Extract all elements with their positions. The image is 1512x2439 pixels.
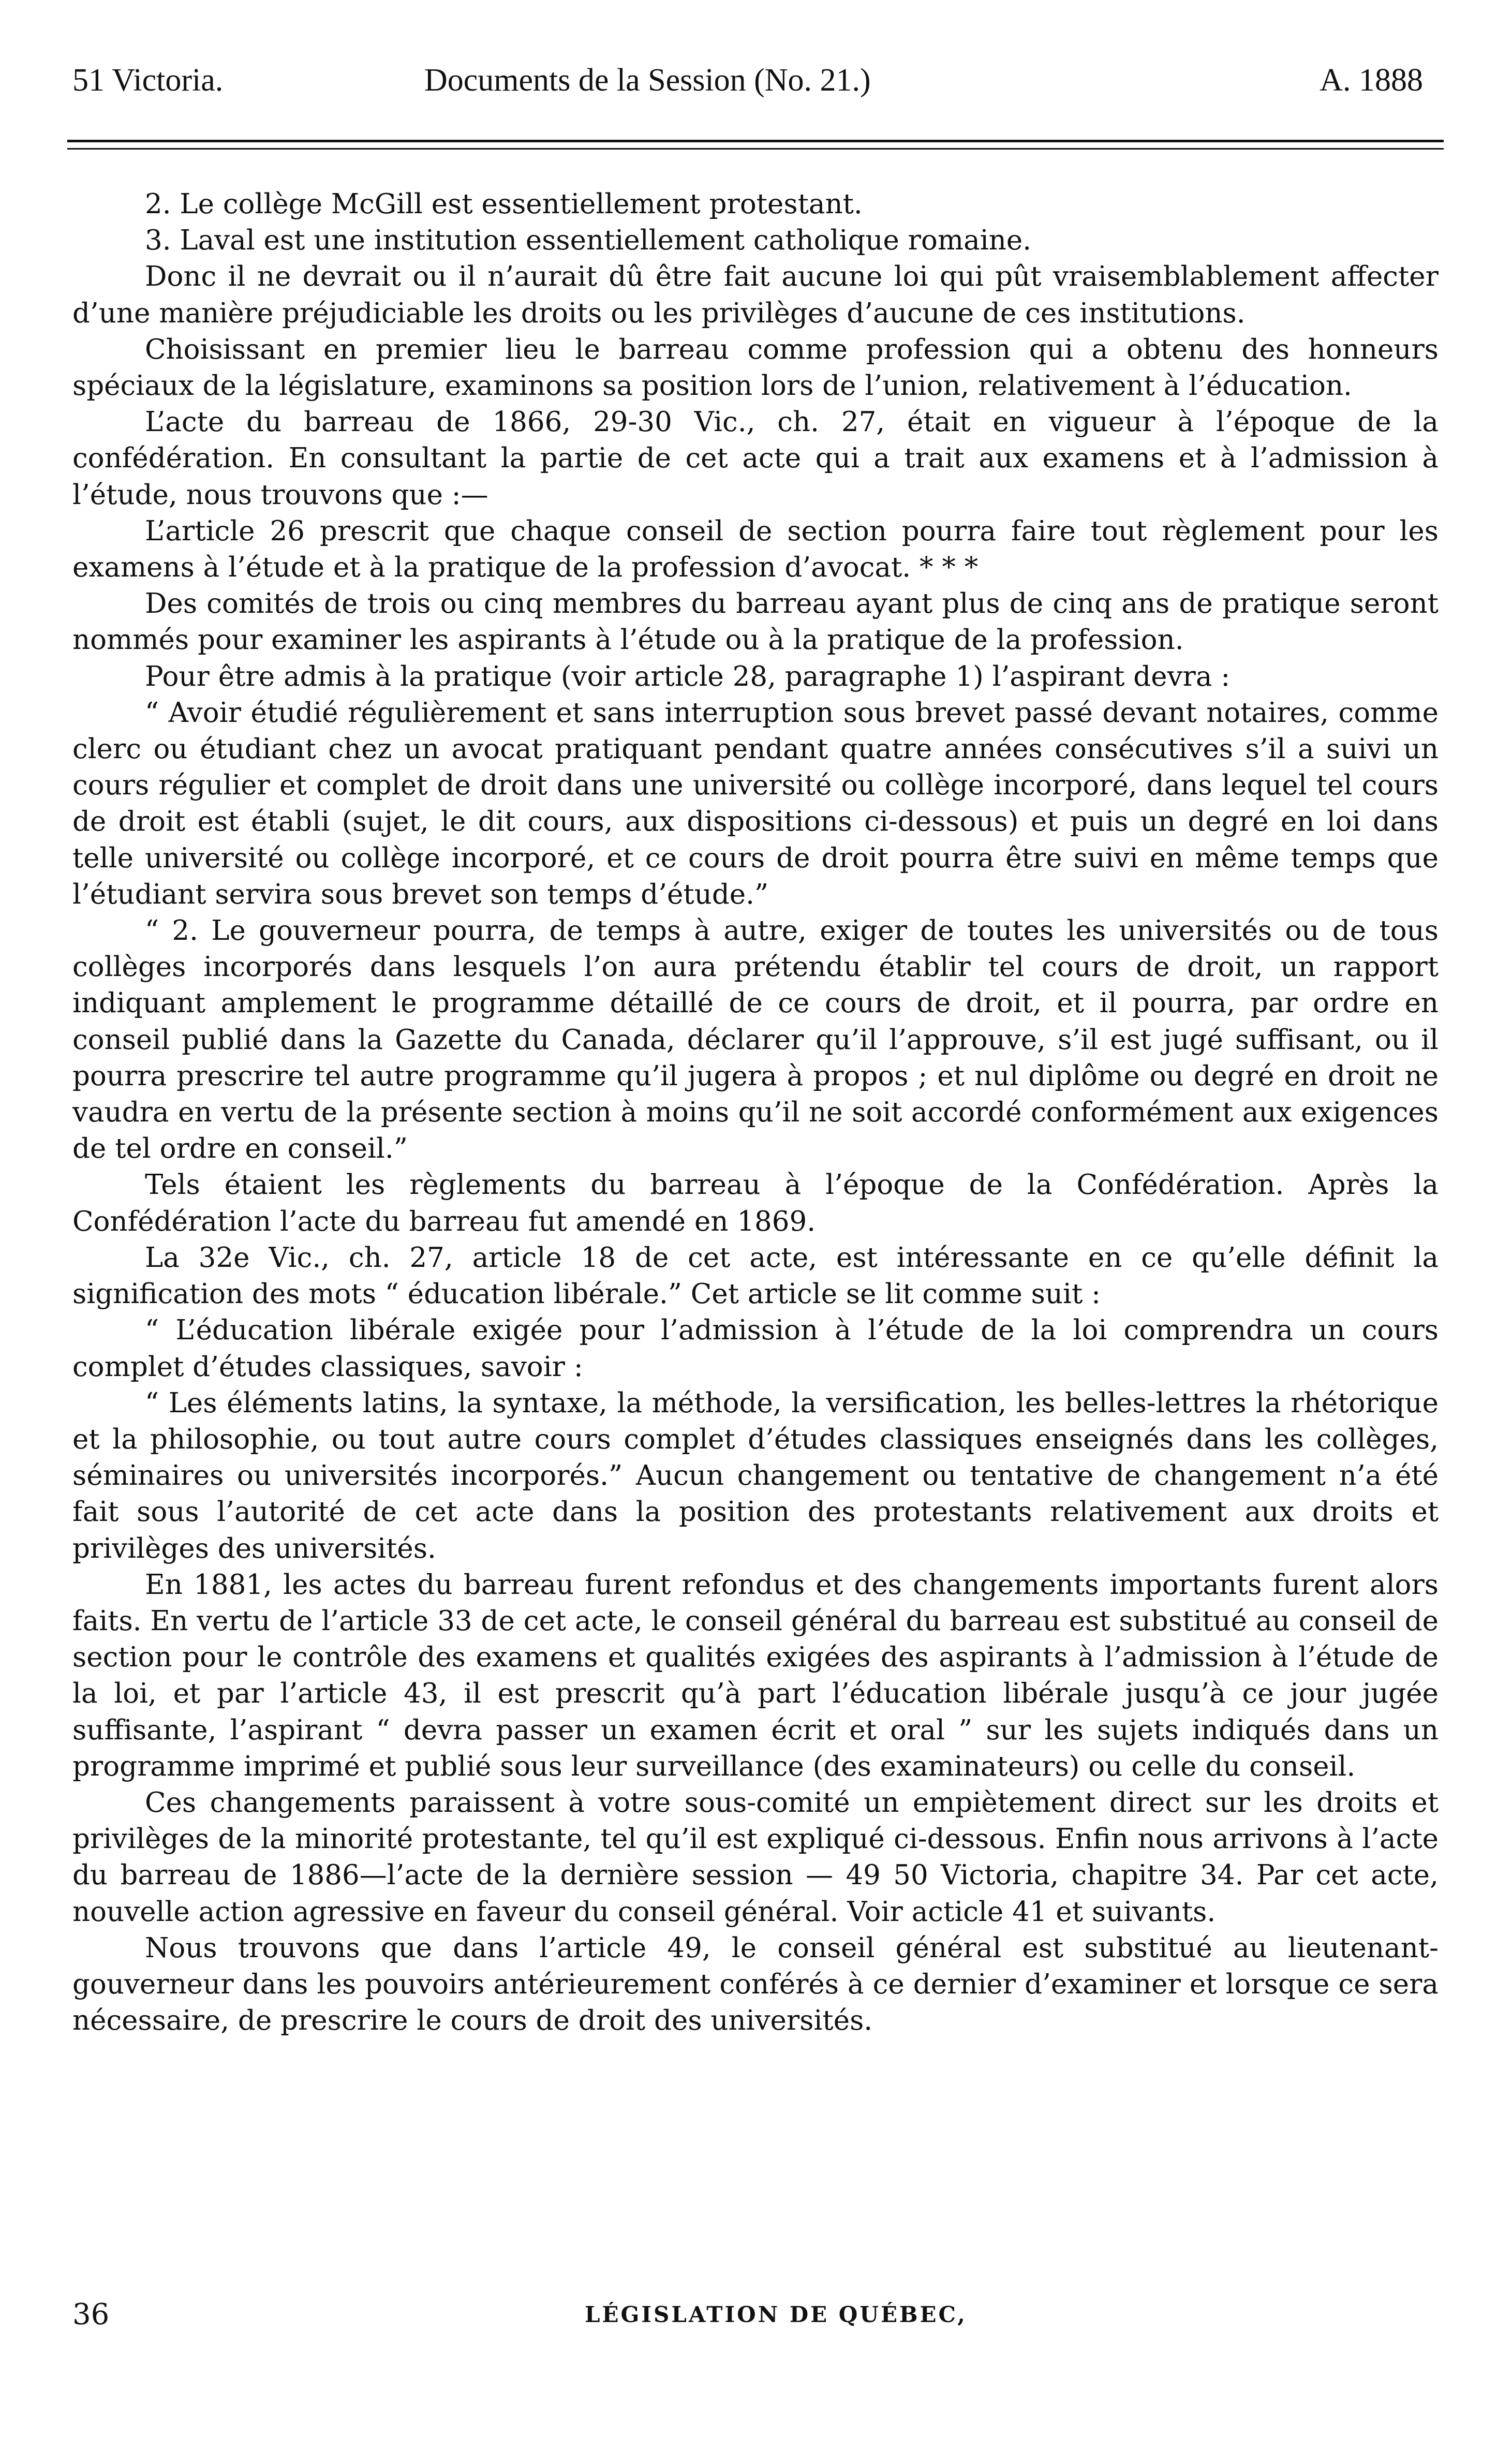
paragraph: Nous trouvons que dans l’article 49, le conseil général est substitué au lieutenant-gouverneur dans les pouvoirs antérieurement conférés à ce dernier d’examiner et lorsque ce sera nécessaire, de prescrire le cours de droit des universités. (72, 1932, 1439, 2037)
paragraph: Tels étaient les règlements du barreau à l’époque de la Confédération. Après la Confédération l’acte du barreau fut amendé en 1869. (72, 1169, 1439, 1237)
header-rule-thick (67, 140, 1444, 142)
header-left: 51 Victoria. (72, 63, 224, 98)
page-header (72, 31, 1439, 98)
paragraph: “ Avoir étudié régulièrement et sans interruption sous brevet passé devant notaires, comme clerc ou étudiant chez un avocat pratiquant pendant quatre années consécutives s’il a suivi un cours régulier et complet de droit dans une université ou collège incorporé, dans lequel tel cours de droit est établi (sujet, le dit cours, aux dispositions ci-dessous) et puis un degré en loi dans telle université ou collège incorporé, et ce cours de droit pourra être suivi en même temps que l’étudiant servira sous brevet son temps d’étude.” (72, 697, 1439, 910)
body-text (72, 186, 1439, 2039)
paragraph: “ Les éléments latins, la syntaxe, la méthode, la versification, les belles-lettres la rhétorique et la philosophie, ou tout autre cours complet d’études classiques enseignés dans les collèges, séminaires ou universités incorporés.” Aucun changement ou tentative de changement n’a été fait sous l’autorité de cet acte dans la position des protestants relativement aux droits et privilèges des universités. (72, 1387, 1439, 1564)
paragraph: L’acte du barreau de 1866, 29-30 Vic., ch. 27, était en vigueur à l’époque de la confédération. En consultant la partie de cet acte qui a trait aux examens et à l’admission à l’étude, nous trouvons que :— (72, 406, 1439, 511)
paragraph: 3. Laval est une institution essentiellement catholique romaine. (145, 225, 1032, 257)
paragraph: Des comités de trois ou cinq membres du barreau ayant plus de cinq ans de pratique seront nommés pour examiner les aspirants à l’étude ou à la pratique de la profession. (72, 588, 1439, 656)
paragraph: “ 2. Le gouverneur pourra, de temps à autre, exiger de toutes les universités ou de tous collèges incorporés dans lesquels l’on aura prétendu établir tel cours de droit, un rapport indiquant amplement le programme détaillé de ce cours de droit, et il pourra, par ordre en conseil publié dans la Gazette du Canada, déclarer qu’il l’approuve, s’il est jugé suffisant, ou il pourra prescrire tel autre programme qu’il jugera à propos ; et nul diplôme ou degré en droit ne vaudra en vertu de la présente section à moins qu’il ne soit accordé conformément aux exigences de tel ordre en conseil.” (72, 915, 1439, 1165)
paragraph: Donc il ne devrait ou il n’aurait dû être fait aucune loi qui pût vraisemblablement affecter d’une manière préjudiciable les droits ou les privilèges d’aucune de ces institutions. (72, 261, 1439, 329)
running-title: LÉGISLATION DE QUÉBEC, (585, 2302, 967, 2327)
paragraph: Pour être admis à la pratique (voir article 28, paragraphe 1) l’aspirant devra : (145, 660, 1231, 692)
header-right: A. 1888 (1320, 63, 1423, 98)
header-center: Documents de la Session (No. 21.) (424, 63, 871, 98)
paragraph: La 32e Vic., ch. 27, article 18 de cet acte, est intéressante en ce qu’elle définit la signification des mots “ éducation libérale.” Cet article se lit comme suit : (72, 1241, 1439, 1310)
paragraph: L’article 26 prescrit que chaque conseil de section pourra faire tout règlement pour les examens à l’étude et à la pratique de la profession d’avocat. * * * (72, 515, 1439, 584)
page-number: 36 (72, 2298, 110, 2331)
paragraph: 2. Le collège McGill est essentiellement protestant. (145, 188, 863, 220)
paragraph: Ces changements paraissent à votre sous-comité un empiètement direct sur les droits et privilèges de la minorité protestante, tel qu’il est expliqué ci-dessous. Enfin nous arrivons à l’acte du barreau de 1886—l’acte de la dernière session — 49 50 Victoria, chapitre 34. Par cet acte, nouvelle action agressive en faveur du conseil général. Voir acticle 41 et suivants. (72, 1786, 1439, 1928)
paragraph: En 1881, les actes du barreau furent refondus et des changements importants furent alors faits. En vertu de l’article 33 de cet acte, le conseil général du barreau est substitué au conseil de section pour le contrôle des examens et qualités exigées des aspirants à l’admission à l’étude de la loi, et par l’article 43, il est prescrit qu’à part l’éducation libérale jusqu’à ce jour jugée suffisante, l’aspirant “ devra passer un examen écrit et oral ” sur les sujets indiqués dans un programme imprimé et publié sous leur surveillance (des examinateurs) ou celle du conseil. (72, 1569, 1439, 1782)
page-footer (72, 2298, 1439, 2339)
header-rule-thin (67, 148, 1444, 150)
paragraph: “ L’éducation libérale exigée pour l’admission à l’étude de la loi comprendra un cours complet d’études classiques, savoir : (72, 1314, 1439, 1383)
paragraph: Choisissant en premier lieu le barreau comme profession qui a obtenu des honneurs spéciaux de la législature, examinons sa position lors de l’union, relativement à l’éducation. (72, 333, 1439, 402)
